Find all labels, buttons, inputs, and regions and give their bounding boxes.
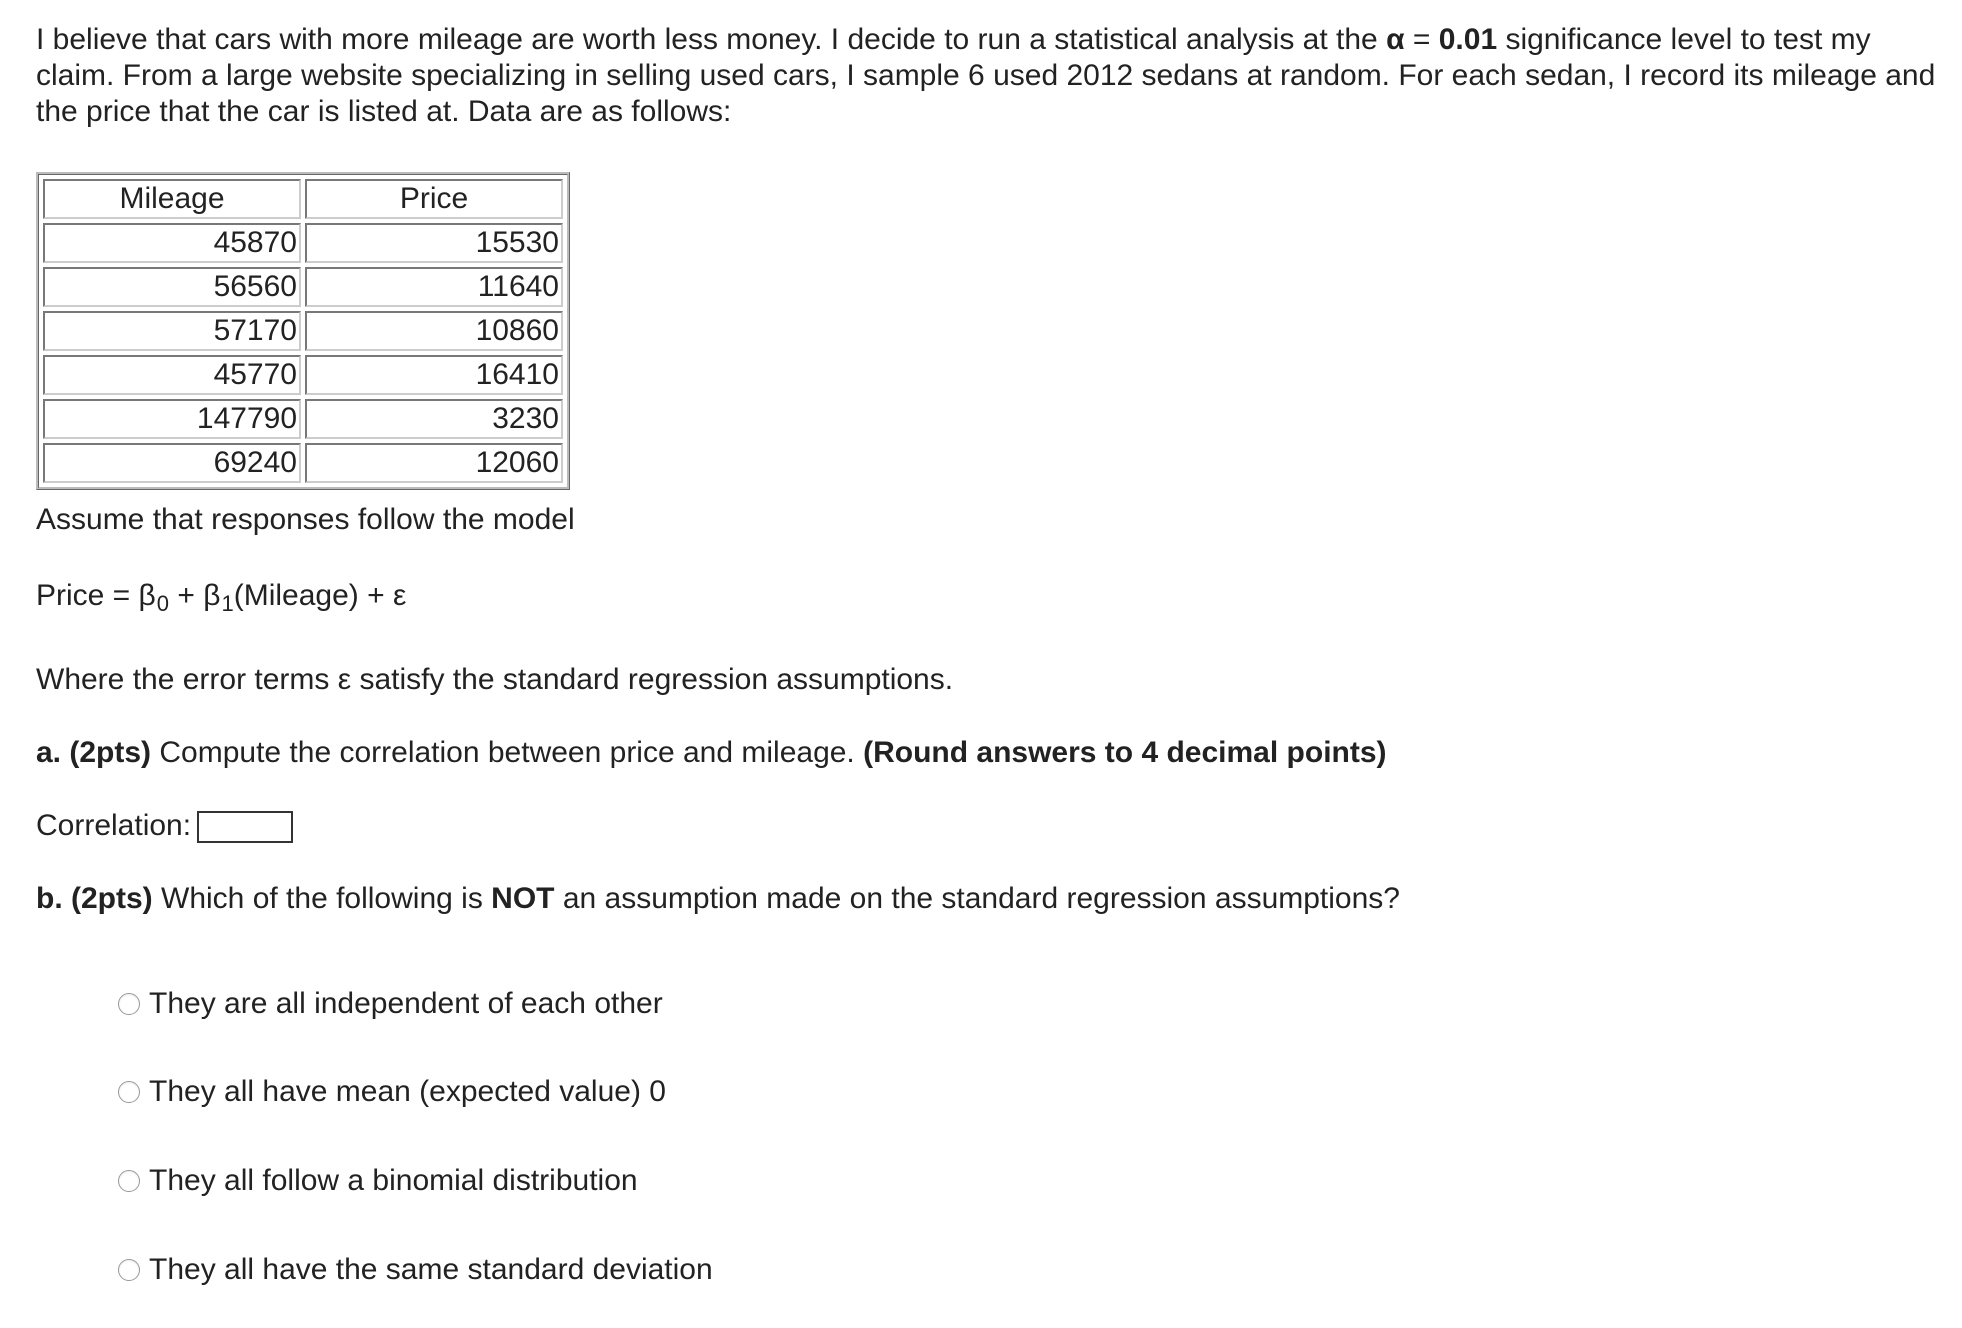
part-b-label: b. (2pts): [36, 882, 153, 915]
option-label: They all follow a binomial distribution: [149, 1164, 638, 1197]
intro-paragraph: [36, 22, 1936, 130]
correlation-row: [36, 808, 293, 844]
mileage-header: Mileage: [43, 179, 301, 219]
table-row: [43, 223, 563, 263]
radio-button[interactable]: [118, 1170, 140, 1192]
option-mean-zero[interactable]: [118, 1074, 666, 1110]
correlation-label: Correlation:: [36, 809, 192, 842]
part-a-text: Compute the correlation between price and mileage.: [151, 736, 864, 769]
rounding-note: (Round answers to 4 decimal points): [863, 736, 1387, 769]
option-independent[interactable]: [118, 986, 663, 1022]
mileage-cell: 45870: [43, 223, 301, 263]
option-binomial[interactable]: [118, 1163, 638, 1199]
model-assume-text: Assume that responses follow the model: [36, 503, 575, 536]
price-cell: 16410: [305, 355, 563, 395]
price-cell: 10860: [305, 311, 563, 351]
price-cell: 12060: [305, 443, 563, 483]
option-label: They are all independent of each other: [149, 987, 663, 1020]
table-row: [43, 399, 563, 439]
correlation-input[interactable]: [197, 811, 293, 843]
option-label: They all have mean (expected value) 0: [149, 1075, 666, 1108]
part-b-text-start: Which of the following is: [152, 882, 492, 915]
intro-text-1: I believe that cars with more mileage are worth less money. I decide to run a statistical analysis at the: [36, 23, 1387, 56]
alpha-symbol: α: [1386, 23, 1405, 56]
error-terms-text: Where the error terms ε satisfy the standard regression assumptions.: [36, 663, 954, 696]
radio-button[interactable]: [118, 1081, 140, 1103]
mileage-cell: 56560: [43, 267, 301, 307]
beta0-subscript: 0: [156, 591, 170, 616]
table-row: [43, 311, 563, 351]
radio-button[interactable]: [118, 1259, 140, 1281]
radio-button[interactable]: [118, 993, 140, 1015]
option-same-sd[interactable]: [118, 1252, 713, 1288]
mileage-cell: 147790: [43, 399, 301, 439]
equation-start: Price = β: [36, 579, 156, 612]
part-a-label: a. (2pts): [36, 736, 152, 769]
price-cell: 3230: [305, 399, 563, 439]
model-equation: [36, 578, 406, 622]
part-b-text-end: an assumption made on the standard regression assumptions?: [554, 882, 1400, 915]
table-row: [43, 267, 563, 307]
part-a-question: [36, 735, 1387, 771]
price-header: Price: [305, 179, 563, 219]
option-label: They all have the same standard deviation: [149, 1253, 713, 1286]
price-cell: 15530: [305, 223, 563, 263]
equation-mid: + β: [169, 579, 221, 612]
mileage-cell: 45770: [43, 355, 301, 395]
table-header-row: [43, 179, 563, 219]
alpha-value: 0.01: [1438, 23, 1498, 56]
table-row: [43, 355, 563, 395]
beta1-subscript: 1: [221, 591, 234, 616]
data-table: [36, 172, 570, 490]
intro-text-2: significance level to test my claim. From a large website specializing in selling used cars, I sample 6 used 2012 sedans at random. For each sedan, I record its mileage and the price that the car is listed at. Data are as follows:: [36, 23, 1936, 128]
price-cell: 11640: [305, 267, 563, 307]
part-b-question: [36, 881, 1400, 917]
alpha-equals: =: [1404, 23, 1439, 56]
mileage-cell: 69240: [43, 443, 301, 483]
table-row: [43, 443, 563, 483]
mileage-cell: 57170: [43, 311, 301, 351]
equation-end: (Mileage) + ε: [233, 579, 407, 612]
not-emphasis: NOT: [491, 882, 555, 915]
